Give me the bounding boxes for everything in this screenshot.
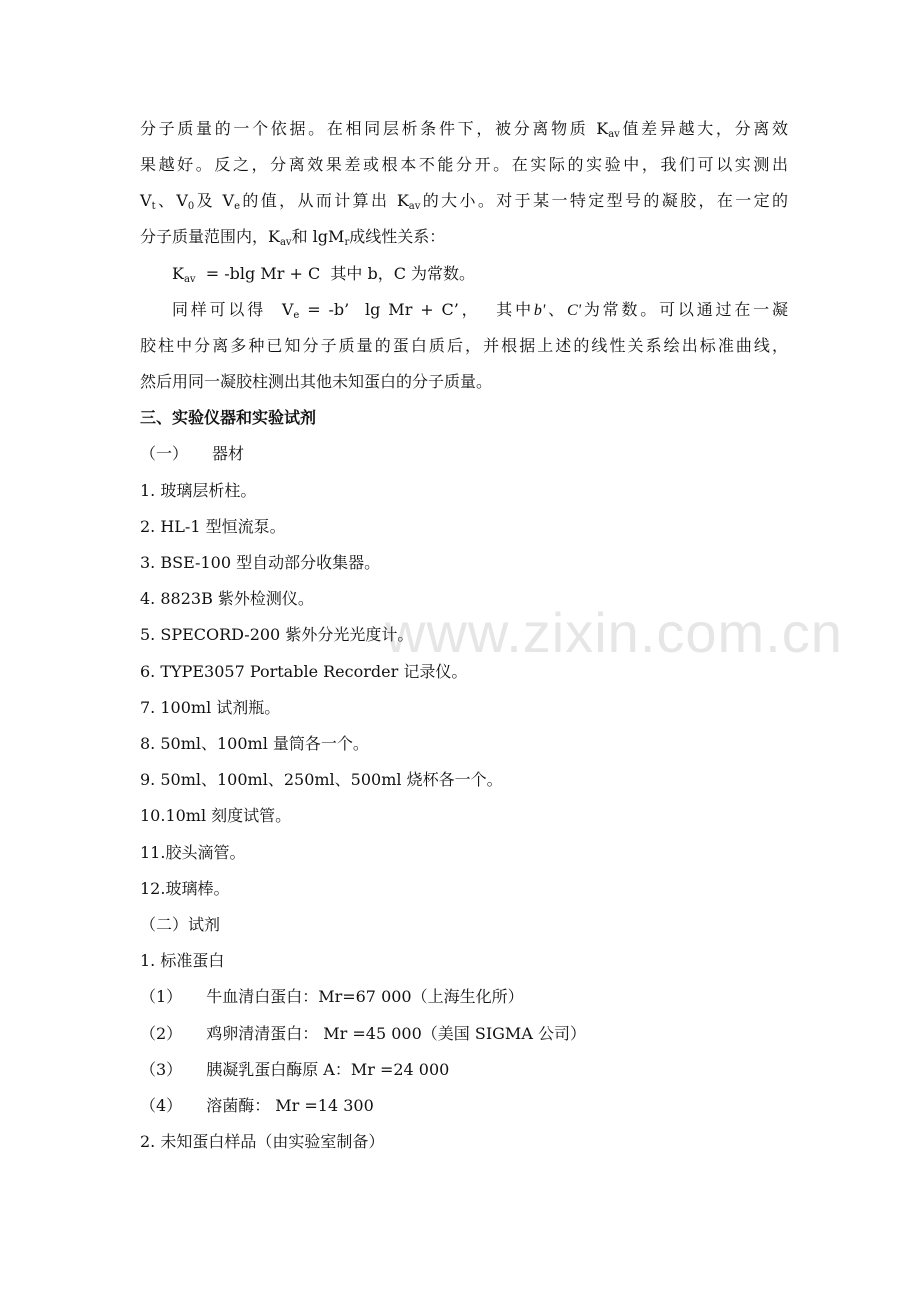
- paragraph-line: 同样可以得 $V_e = -b$’ lg Mr + C’， 其中b'、C'为常数。可以通过在一凝: [172, 300, 788, 321]
- list-item: 1. 玻璃层析柱。: [140, 481, 257, 500]
- list-item: 4. 8823B 紫外检测仪。: [140, 589, 314, 608]
- list-item: 6. TYPE3057 Portable Recorder 记录仪。: [140, 662, 468, 681]
- paragraph-line: 然后用同一凝胶柱测出其他未知蛋白的分子质量。: [140, 372, 493, 391]
- paragraph-line: $V_t$、$V_0$及 $V_e$的值，从而计算出 $K_{av}$的大小。对于某一特定型号的凝胶，在一定的: [140, 191, 788, 212]
- list-item: 9. 50ml、100ml、250ml、500ml 烧杯各一个。: [140, 770, 503, 789]
- list-item: 11.胶头滴管。: [140, 843, 246, 862]
- list-item: 7. 100ml 试剂瓶。: [140, 698, 281, 717]
- list-item: 2. HL-1 型恒流泵。: [140, 517, 286, 536]
- paragraph-line: 果越好。反之，分离效果差或根本不能分开。在实际的实验中，我们可以实测出: [140, 155, 788, 174]
- list-item: 12.玻璃棒。: [140, 879, 230, 898]
- protein-item: （3） 胰凝乳蛋白酶原 A：Mr =24 000: [140, 1060, 450, 1079]
- paragraph-line: 分子质量的一个依据。在相同层析条件下，被分离物质 $K_{av}$值差异越大，分离效: [140, 119, 788, 140]
- protein-item: （4） 溶菌酶： Mr =14 300: [140, 1096, 374, 1115]
- list-item: 2. 未知蛋白样品（由实验室制备）: [140, 1132, 385, 1151]
- list-item: 3. BSE-100 型自动部分收集器。: [140, 553, 381, 572]
- protein-item: （2） 鸡卵清清蛋白： Mr =45 000（美国 SIGMA 公司）: [140, 1024, 586, 1043]
- subsection-heading-reagents: （二）试剂: [140, 915, 221, 934]
- list-item: 1. 标准蛋白: [140, 951, 225, 970]
- section-heading: 三、实验仪器和实验试剂: [140, 408, 317, 427]
- watermark: www.zixin.com.cn: [385, 601, 843, 664]
- paragraph-line: 分子质量范围内，$K_{av}$和 lgM$_r$成线性关系：: [140, 227, 446, 248]
- subsection-heading-equipment: （一） 器材: [140, 444, 245, 463]
- equation-kav: $K_{av} = -blg$ Mr + C 其中 b，C 为常数。: [172, 264, 476, 285]
- list-item: 5. SPECORD-200 紫外分光光度计。: [140, 625, 414, 644]
- list-item: 8. 50ml、100ml 量筒各一个。: [140, 734, 369, 753]
- paragraph-line: 胶柱中分离多种已知分子质量的蛋白质后，并根据上述的线性关系绘出标准曲线，: [140, 336, 788, 355]
- list-item: 10.10ml 刻度试管。: [140, 806, 292, 825]
- protein-item: （1） 牛血清白蛋白：Mr=67 000（上海生化所）: [140, 987, 524, 1006]
